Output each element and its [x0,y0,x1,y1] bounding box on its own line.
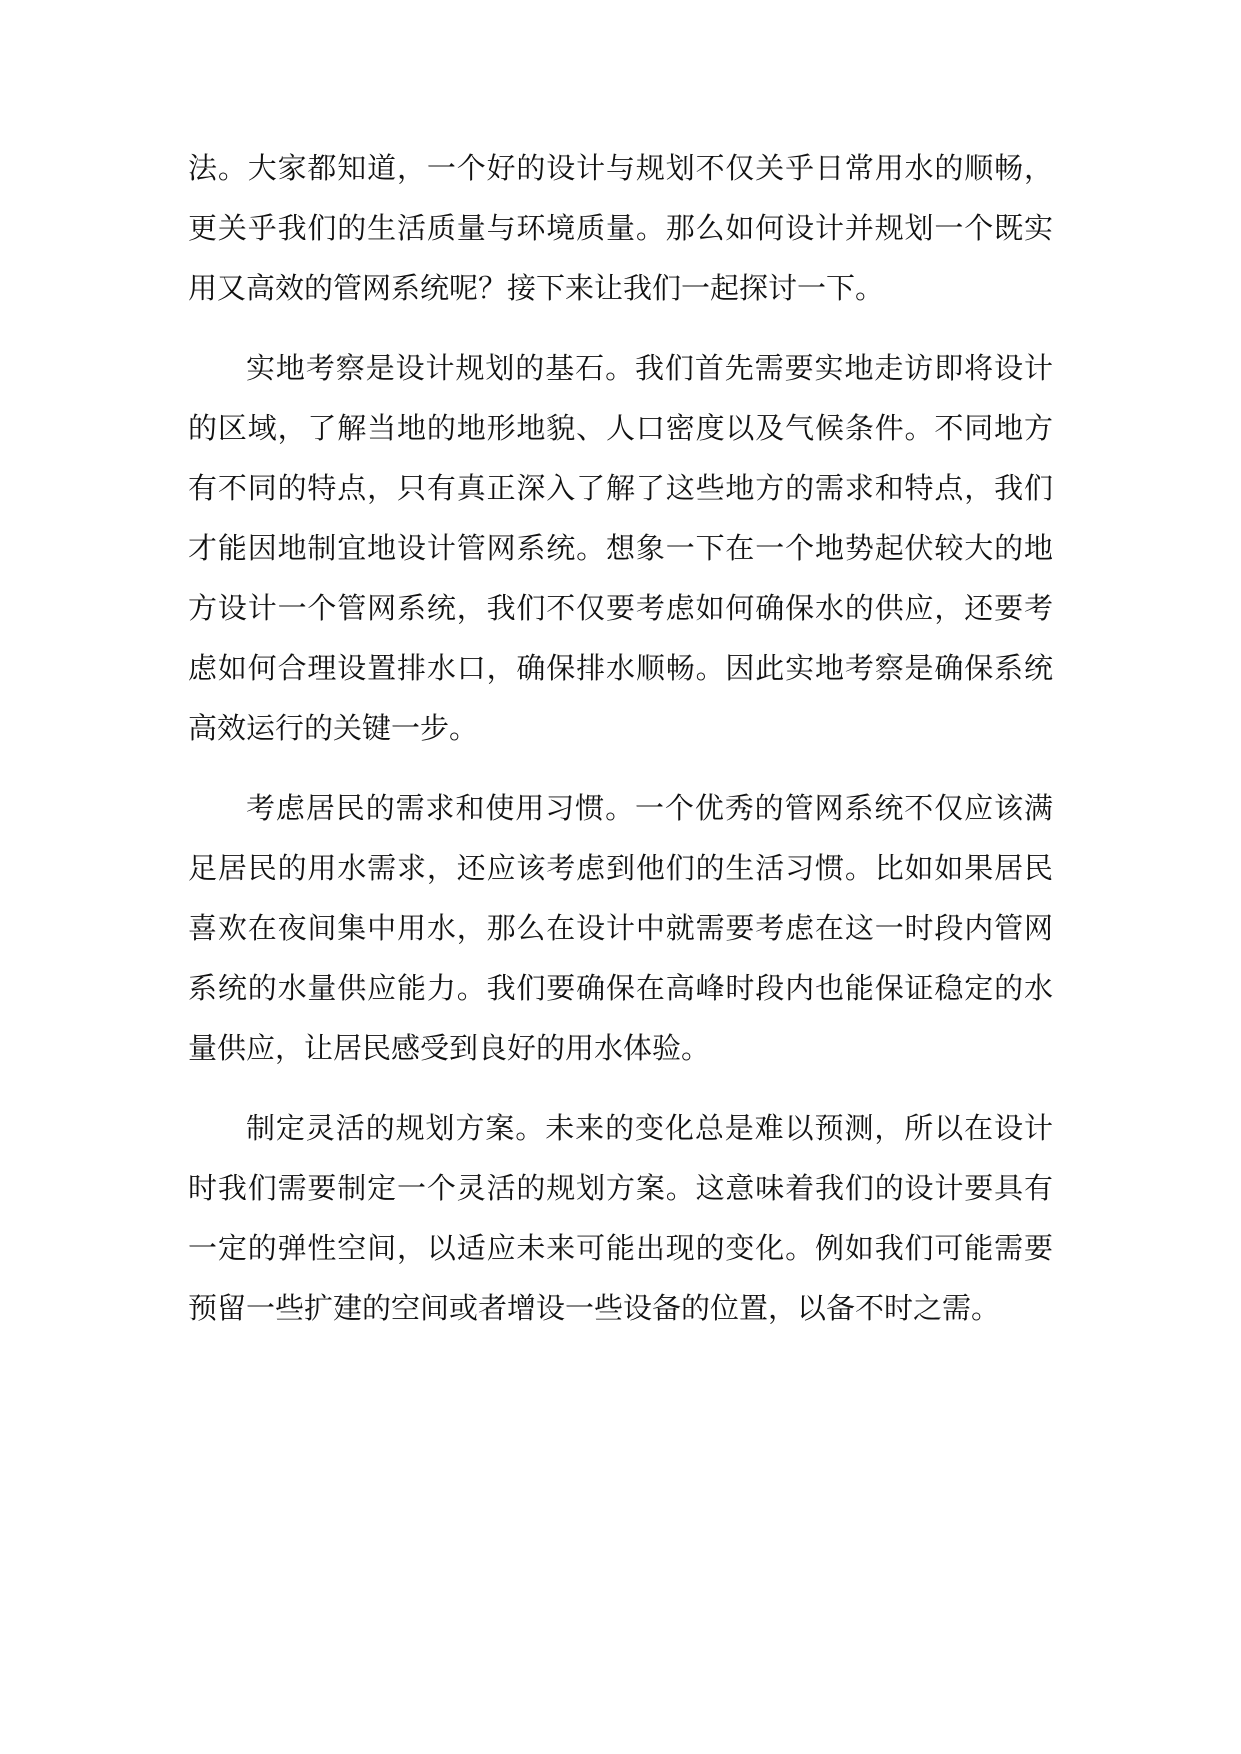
document-body [188,138,1053,1338]
paragraph-4: 制定灵活的规划方案。未来的变化总是难以预测，所以在设计时我们需要制定一个灵活的规划方案。这意味着我们的设计要具有一定的弹性空间，以适应未来可能出现的变化。例如我们可能需要预留一些扩建的空间或者增设一些设备的位置，以备不时之需。 [188,1111,1053,1325]
paragraph-1: 法。大家都知道，一个好的设计与规划不仅关乎日常用水的顺畅，更关乎我们的生活质量与环境质量。那么如何设计并规划一个既实用又高效的管网系统呢？接下来让我们一起探讨一下。 [188,151,1053,305]
paragraph-2: 实地考察是设计规划的基石。我们首先需要实地走访即将设计的区域，了解当地的地形地貌、人口密度以及气候条件。不同地方有不同的特点，只有真正深入了解了这些地方的需求和特点，我们才能因地制宜地设计管网系统。想象一下在一个地势起伏较大的地方设计一个管网系统，我们不仅要考虑如何确保水的供应，还要考虑如何合理设置排水口，确保排水顺畅。因此实地考察是确保系统高效运行的关键一步。 [188,351,1053,745]
paragraph-3: 考虑居民的需求和使用习惯。一个优秀的管网系统不仅应该满足居民的用水需求，还应该考虑到他们的生活习惯。比如如果居民喜欢在夜间集中用水，那么在设计中就需要考虑在这一时段内管网系统的水量供应能力。我们要确保在高峰时段内也能保证稳定的水量供应，让居民感受到良好的用水体验。 [188,791,1053,1065]
